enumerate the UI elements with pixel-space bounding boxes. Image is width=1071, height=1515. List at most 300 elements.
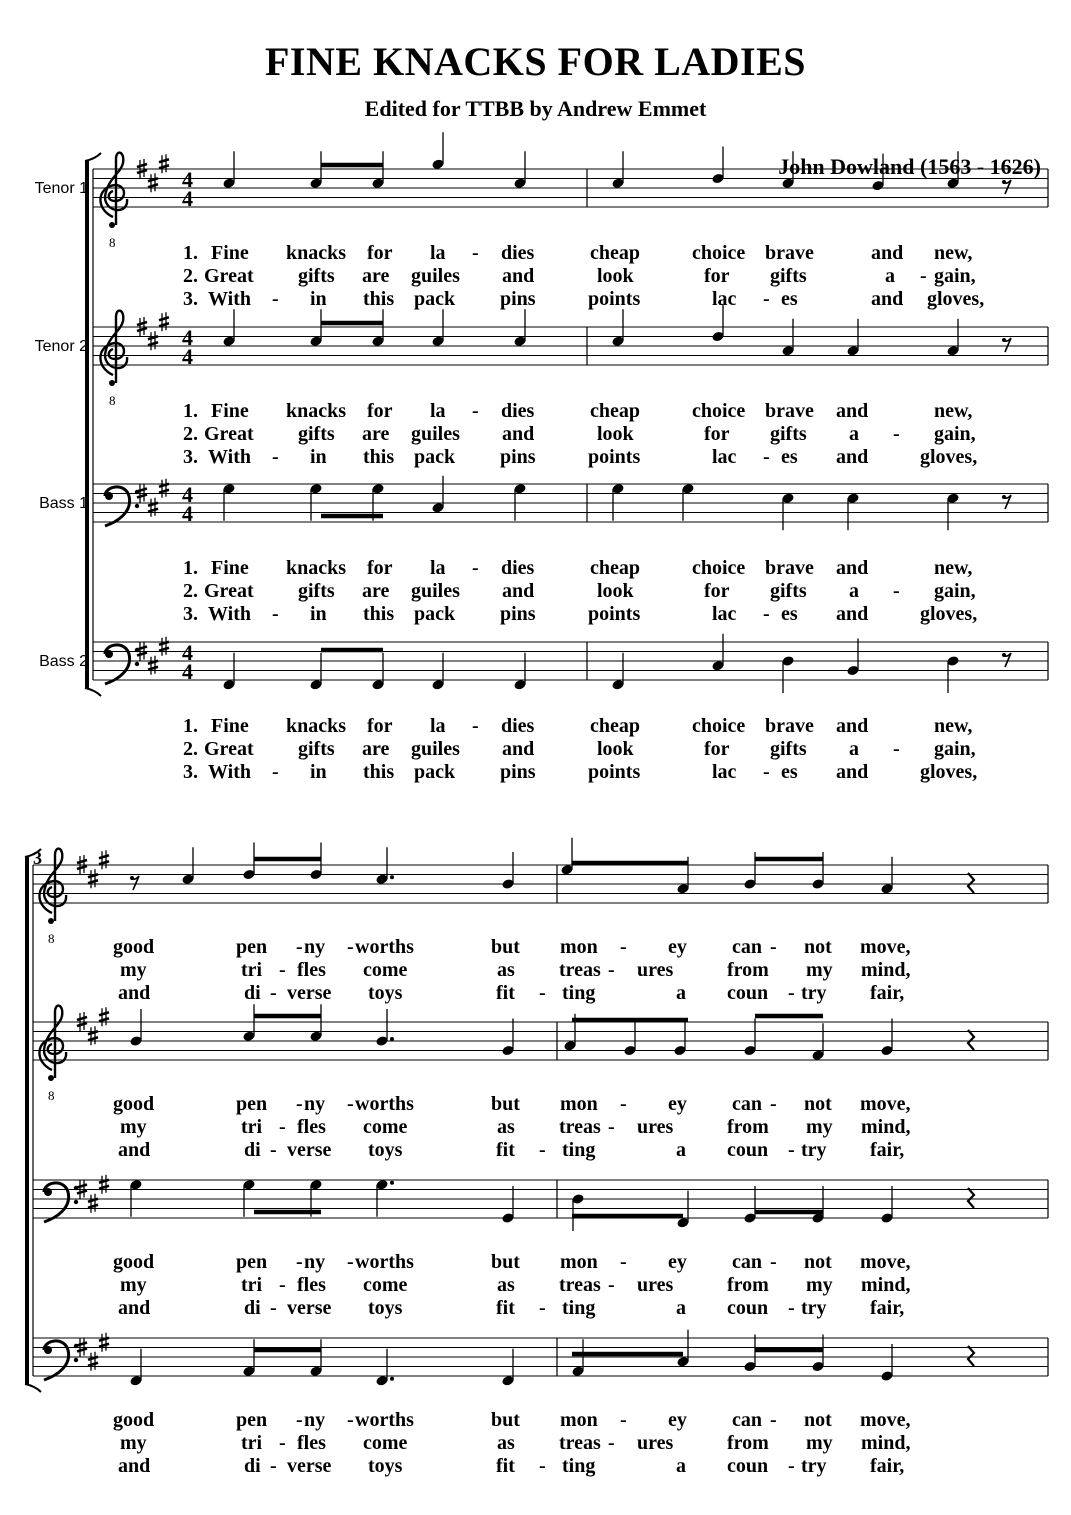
lyric-syllable: pen: [236, 1093, 268, 1115]
lyric-syllable: treas: [559, 1274, 601, 1296]
sharp-icon-bar: [88, 1363, 98, 1366]
lyric-syllable: es: [781, 446, 798, 468]
lyric-syllable: choice: [692, 715, 746, 737]
lyric-syllable: es: [781, 603, 798, 625]
lyric-syllable: tri: [241, 1274, 263, 1296]
lyric-syllable: knacks: [286, 715, 347, 737]
lyric-syllable: es: [781, 288, 798, 310]
lyric-syllable: gifts: [298, 265, 335, 287]
lyric-syllable: 1.: [183, 400, 198, 422]
sharp-icon-bar: [148, 184, 158, 187]
lyric-syllable: fit: [496, 1455, 515, 1477]
lyric-syllable: -: [788, 982, 795, 1004]
lyric-syllable: lac: [712, 761, 737, 783]
lyric-syllable: and: [836, 446, 869, 468]
lyric-syllable: 3.: [183, 446, 198, 468]
lyric-syllable: worths: [355, 936, 414, 958]
lyric-syllable: -: [620, 1251, 627, 1273]
lyric-syllable: -: [279, 1274, 286, 1296]
sharp-icon-bar: [99, 1344, 109, 1347]
lyric-syllable: new,: [934, 400, 973, 422]
lyric-syllable: for: [367, 557, 393, 579]
lyric-syllable: fles: [297, 1116, 326, 1138]
lyric-syllable: mind,: [861, 1274, 911, 1296]
lyric-syllable: la: [430, 557, 446, 579]
sharp-icon-bar: [148, 342, 158, 345]
lyric-syllable: di: [244, 1455, 261, 1477]
lyric-syllable: come: [363, 1116, 408, 1138]
lyric-syllable: -: [347, 936, 354, 958]
lyric-syllable: this: [363, 288, 395, 310]
lyric-syllable: gifts: [770, 738, 807, 760]
lyric-syllable: good: [113, 1251, 155, 1273]
lyric-syllable: mind,: [861, 1116, 911, 1138]
quarter-rest-icon: [968, 1188, 974, 1208]
lyric-syllable: -: [770, 1251, 777, 1273]
lyric-syllable: but: [491, 1409, 520, 1431]
lyric-syllable: di: [244, 1139, 261, 1161]
lyric-syllable: dies: [501, 400, 535, 422]
lyric-syllable: from: [727, 1116, 769, 1138]
sharp-icon-bar: [159, 159, 169, 162]
lyric-syllable: in: [310, 603, 327, 625]
sharp-icon-bar: [99, 861, 109, 864]
lyric-syllable: gloves,: [927, 288, 985, 310]
lyric-syllable: a: [676, 1455, 686, 1477]
sharp-icon-bar: [77, 1017, 87, 1020]
lyric-syllable: toys: [368, 1297, 403, 1319]
bass-clef-dot-lower: [74, 1358, 78, 1362]
bass-clef-dot: [44, 1346, 52, 1354]
sharp-icon-bar: [159, 323, 169, 326]
lyric-syllable: ting: [562, 982, 596, 1004]
lyric-syllable: -: [608, 959, 615, 981]
lyric-syllable: cheap: [590, 715, 640, 737]
sharp-icon-bar: [148, 667, 158, 670]
lyric-syllable: es: [781, 761, 798, 783]
lyric-syllable: and: [836, 761, 869, 783]
bass-clef-dot: [105, 492, 113, 500]
lyric-syllable: -: [347, 1409, 354, 1431]
lyric-syllable: -: [770, 936, 777, 958]
lyric-syllable: brave: [765, 400, 814, 422]
eighth-rest-dot: [1002, 338, 1006, 342]
lyric-syllable: pins: [500, 761, 536, 783]
lyric-syllable: -: [272, 603, 279, 625]
lyric-syllable: fles: [297, 1432, 326, 1454]
lyric-syllable: can: [732, 1093, 762, 1115]
bracket-hook: [85, 153, 101, 161]
sharp-icon-bar: [137, 322, 147, 325]
part-label: Tenor 1: [34, 180, 88, 197]
lyric-syllable: ting: [562, 1139, 596, 1161]
lyric-syllable: -: [788, 1455, 795, 1477]
lyric-syllable: look: [597, 265, 634, 287]
lyric-syllable: fair,: [870, 1139, 905, 1161]
lyric-syllable: pen: [236, 936, 268, 958]
lyric-syllable: my: [806, 1274, 833, 1296]
octave-eight: 8: [48, 931, 55, 946]
lyric-syllable: worths: [355, 1409, 414, 1431]
lyric-syllable: Fine: [211, 242, 249, 264]
sharp-icon-bar: [137, 164, 147, 167]
lyric-syllable: mon: [560, 1409, 598, 1431]
lyric-syllable: ny: [304, 1409, 326, 1431]
lyric-syllable: -: [272, 288, 279, 310]
lyric-syllable: fles: [297, 959, 326, 981]
lyric-syllable: -: [608, 1432, 615, 1454]
lyrics: [113, 242, 984, 1477]
lyric-syllable: knacks: [286, 557, 347, 579]
lyric-syllable: -: [279, 1116, 286, 1138]
eighth-rest-dot: [1002, 180, 1006, 184]
lyric-syllable: coun: [727, 982, 769, 1004]
lyric-syllable: Great: [204, 265, 254, 287]
composer-credit: John Dowland (1563 - 1626): [778, 154, 1041, 179]
sharp-icon-bar: [137, 328, 147, 331]
lyric-syllable: not: [804, 1093, 832, 1115]
sharp-icon-bar: [137, 495, 147, 498]
lyric-syllable: 2.: [183, 738, 198, 760]
lyric-syllable: good: [113, 1409, 155, 1431]
sharp-icon-bar: [77, 1343, 87, 1346]
lyric-syllable: verse: [287, 982, 332, 1004]
staves: [25, 153, 1048, 1392]
lyric-syllable: in: [310, 761, 327, 783]
lyric-syllable: With: [208, 446, 251, 468]
lyric-syllable: dies: [501, 242, 535, 264]
lyric-syllable: good: [113, 936, 155, 958]
eighth-rest-dot: [1002, 653, 1006, 657]
sharp-icon-bar: [137, 170, 147, 173]
part-label: Bass 1: [39, 495, 88, 512]
lyric-syllable: Fine: [211, 557, 249, 579]
lyric-syllable: -: [272, 761, 279, 783]
lyric-syllable: brave: [765, 557, 814, 579]
lyric-syllable: can: [732, 936, 762, 958]
lyric-syllable: -: [296, 1251, 303, 1273]
lyric-syllable: my: [120, 959, 147, 981]
time-signature: 4: [182, 186, 193, 211]
lyric-syllable: worths: [355, 1251, 414, 1273]
sharp-icon-bar: [137, 653, 147, 656]
lyric-syllable: pen: [236, 1409, 268, 1431]
lyric-syllable: -: [270, 1139, 277, 1161]
lyric-syllable: treas: [559, 959, 601, 981]
lyric-syllable: come: [363, 1432, 408, 1454]
lyric-syllable: lac: [712, 603, 737, 625]
lyric-syllable: -: [893, 423, 900, 445]
lyric-syllable: and: [836, 715, 869, 737]
lyric-syllable: ny: [304, 936, 326, 958]
sharp-icon-bar: [159, 490, 169, 493]
lyric-syllable: try: [801, 1139, 827, 1161]
lyric-syllable: not: [804, 1409, 832, 1431]
bass-clef-dot: [44, 1188, 52, 1196]
lyric-syllable: new,: [934, 715, 973, 737]
lyric-syllable: 3.: [183, 288, 198, 310]
augmentation-dot: [390, 1037, 394, 1041]
lyric-syllable: -: [272, 446, 279, 468]
lyric-syllable: and: [836, 400, 869, 422]
lyric-syllable: are: [362, 265, 390, 287]
quarter-rest-icon: [968, 1346, 974, 1366]
eighth-rest-dot: [1002, 495, 1006, 499]
augmentation-dot: [390, 1181, 394, 1185]
lyric-syllable: and: [502, 265, 535, 287]
treble-clef-icon: [39, 1006, 66, 1078]
lyric-syllable: move,: [860, 1093, 911, 1115]
lyric-syllable: -: [472, 242, 479, 264]
lyric-syllable: -: [296, 1093, 303, 1115]
bass-clef-dot-lower: [135, 662, 139, 666]
lyric-syllable: verse: [287, 1139, 332, 1161]
clef-tail-dot: [109, 380, 115, 386]
time-signature: 4: [182, 482, 193, 507]
lyric-syllable: -: [279, 959, 286, 981]
lyric-syllable: -: [270, 1455, 277, 1477]
lyric-syllable: With: [208, 288, 251, 310]
lyric-syllable: look: [597, 423, 634, 445]
lyric-syllable: my: [806, 959, 833, 981]
lyric-syllable: pack: [414, 761, 456, 783]
lyric-syllable: ny: [304, 1093, 326, 1115]
lyric-syllable: look: [597, 580, 634, 602]
lyric-syllable: new,: [934, 557, 973, 579]
lyric-syllable: but: [491, 936, 520, 958]
lyric-syllable: -: [472, 557, 479, 579]
bracket-hook: [25, 1384, 41, 1392]
lyric-syllable: pen: [236, 1251, 268, 1273]
lyric-syllable: Great: [204, 423, 254, 445]
time-signature: 4: [182, 167, 193, 192]
lyric-syllable: my: [120, 1116, 147, 1138]
lyric-syllable: a: [885, 265, 895, 287]
lyric-syllable: as: [497, 1432, 515, 1454]
lyric-syllable: ny: [304, 1251, 326, 1273]
lyric-syllable: la: [430, 715, 446, 737]
lyric-syllable: fit: [496, 982, 515, 1004]
lyric-syllable: for: [704, 423, 730, 445]
clef-tail-dot: [109, 222, 115, 228]
notes: [129, 132, 1011, 1386]
page-subtitle: Edited for TTBB by Andrew Emmet: [364, 96, 707, 121]
lyric-syllable: ures: [637, 959, 674, 981]
lyric-syllable: a: [849, 580, 859, 602]
lyric-syllable: dies: [501, 715, 535, 737]
lyric-syllable: not: [804, 936, 832, 958]
sharp-icon-bar: [99, 1186, 109, 1189]
lyric-syllable: -: [539, 982, 546, 1004]
lyric-syllable: choice: [692, 400, 746, 422]
lyric-syllable: ting: [562, 1455, 596, 1477]
lyric-syllable: 2.: [183, 423, 198, 445]
lyric-syllable: -: [472, 400, 479, 422]
lyric-syllable: gain,: [934, 423, 976, 445]
lyric-syllable: good: [113, 1093, 155, 1115]
lyric-syllable: treas: [559, 1116, 601, 1138]
lyric-syllable: 3.: [183, 761, 198, 783]
lyric-syllable: gloves,: [920, 603, 978, 625]
lyric-syllable: from: [727, 1274, 769, 1296]
lyric-syllable: a: [676, 1139, 686, 1161]
lyric-syllable: verse: [287, 1297, 332, 1319]
lyric-syllable: -: [893, 738, 900, 760]
lyric-syllable: for: [704, 265, 730, 287]
lyric-syllable: gifts: [298, 423, 335, 445]
lyric-syllable: la: [430, 400, 446, 422]
lyric-syllable: cheap: [590, 400, 640, 422]
sharp-icon-bar: [159, 317, 169, 320]
lyric-syllable: guiles: [411, 580, 460, 602]
lyric-syllable: try: [801, 1455, 827, 1477]
sharp-icon-bar: [159, 648, 169, 651]
lyric-syllable: pack: [414, 446, 456, 468]
lyric-syllable: la: [430, 242, 446, 264]
lyric-syllable: ting: [562, 1297, 596, 1319]
lyric-syllable: -: [620, 1093, 627, 1115]
lyric-syllable: -: [920, 265, 927, 287]
lyric-syllable: points: [588, 288, 641, 310]
lyric-syllable: this: [363, 761, 395, 783]
lyric-syllable: guiles: [411, 738, 460, 760]
lyric-syllable: -: [608, 1116, 615, 1138]
octave-eight: 8: [109, 393, 116, 408]
sharp-icon-bar: [88, 880, 98, 883]
lyric-syllable: and: [836, 603, 869, 625]
lyric-syllable: a: [849, 738, 859, 760]
lyric-syllable: Great: [204, 580, 254, 602]
lyric-syllable: a: [676, 1297, 686, 1319]
octave-eight: 8: [48, 1088, 55, 1103]
lyric-syllable: and: [502, 580, 535, 602]
sharp-icon-bar: [137, 647, 147, 650]
lyric-syllable: try: [801, 982, 827, 1004]
lyric-syllable: coun: [727, 1455, 769, 1477]
lyric-syllable: 2.: [183, 265, 198, 287]
bass-clef-dot-lower: [135, 504, 139, 508]
lyric-syllable: tri: [241, 1116, 263, 1138]
lyric-syllable: for: [704, 738, 730, 760]
lyric-syllable: di: [244, 1297, 261, 1319]
lyric-syllable: can: [732, 1251, 762, 1273]
sharp-icon-bar: [88, 1037, 98, 1040]
lyric-syllable: as: [497, 1116, 515, 1138]
sharp-icon-bar: [77, 1191, 87, 1194]
lyric-syllable: for: [704, 580, 730, 602]
lyric-syllable: brave: [765, 242, 814, 264]
lyric-syllable: 2.: [183, 580, 198, 602]
lyric-syllable: toys: [368, 982, 403, 1004]
lyric-syllable: With: [208, 603, 251, 625]
bass-clef-dot: [105, 650, 113, 658]
octave-eight: 8: [109, 235, 116, 250]
lyric-syllable: and: [502, 738, 535, 760]
lyric-syllable: mon: [560, 936, 598, 958]
lyric-syllable: gloves,: [920, 761, 978, 783]
lyric-syllable: fair,: [870, 1297, 905, 1319]
lyric-syllable: my: [806, 1116, 833, 1138]
lyric-syllable: this: [363, 603, 395, 625]
sharp-icon-bar: [99, 1018, 109, 1021]
lyric-syllable: 3.: [183, 603, 198, 625]
lyric-syllable: come: [363, 959, 408, 981]
lyric-syllable: cheap: [590, 557, 640, 579]
lyric-syllable: gifts: [770, 423, 807, 445]
lyric-syllable: choice: [692, 242, 746, 264]
time-signature: 4: [182, 640, 193, 665]
lyric-syllable: pack: [414, 603, 456, 625]
clef-tail-dot: [48, 918, 54, 924]
lyric-syllable: toys: [368, 1139, 403, 1161]
augmentation-dot: [390, 1377, 394, 1381]
lyric-syllable: tri: [241, 959, 263, 981]
lyric-syllable: brave: [765, 715, 814, 737]
lyric-syllable: gifts: [298, 580, 335, 602]
lyric-syllable: -: [770, 1409, 777, 1431]
lyric-syllable: verse: [287, 1455, 332, 1477]
lyric-syllable: ures: [637, 1274, 674, 1296]
lyric-syllable: Fine: [211, 400, 249, 422]
quarter-rest-icon: [968, 1030, 974, 1050]
lyric-syllable: di: [244, 982, 261, 1004]
lyric-syllable: from: [727, 1432, 769, 1454]
lyric-syllable: lac: [712, 288, 737, 310]
lyric-syllable: ey: [668, 1409, 687, 1431]
lyric-syllable: mon: [560, 1251, 598, 1273]
lyric-syllable: mon: [560, 1093, 598, 1115]
lyric-syllable: my: [120, 1432, 147, 1454]
lyric-syllable: -: [539, 1455, 546, 1477]
lyric-syllable: -: [620, 1409, 627, 1431]
lyric-syllable: pins: [500, 603, 536, 625]
lyric-syllable: tri: [241, 1432, 263, 1454]
time-signature: 4: [182, 344, 193, 369]
lyric-syllable: fit: [496, 1139, 515, 1161]
lyric-syllable: -: [347, 1251, 354, 1273]
lyric-syllable: but: [491, 1251, 520, 1273]
lyric-syllable: 1.: [183, 242, 198, 264]
lyric-syllable: for: [367, 242, 393, 264]
lyric-syllable: -: [539, 1139, 546, 1161]
sharp-icon-bar: [137, 489, 147, 492]
page-title: FINE KNACKS FOR LADIES: [264, 39, 807, 84]
lyric-syllable: can: [732, 1409, 762, 1431]
lyric-syllable: and: [502, 423, 535, 445]
lyric-syllable: points: [588, 446, 641, 468]
lyric-syllable: treas: [559, 1432, 601, 1454]
lyric-syllable: coun: [727, 1297, 769, 1319]
lyric-syllable: -: [893, 580, 900, 602]
lyric-syllable: -: [270, 1297, 277, 1319]
lyric-syllable: choice: [692, 557, 746, 579]
lyric-syllable: in: [310, 288, 327, 310]
lyric-syllable: ures: [637, 1116, 674, 1138]
lyric-syllable: and: [118, 1139, 151, 1161]
lyric-syllable: -: [608, 1274, 615, 1296]
lyric-syllable: -: [763, 446, 770, 468]
lyric-syllable: -: [763, 761, 770, 783]
lyric-syllable: as: [497, 959, 515, 981]
lyric-syllable: knacks: [286, 400, 347, 422]
sharp-icon-bar: [77, 1185, 87, 1188]
lyric-syllable: try: [801, 1297, 827, 1319]
lyric-syllable: -: [770, 1093, 777, 1115]
lyric-syllable: -: [620, 936, 627, 958]
lyric-syllable: are: [362, 580, 390, 602]
lyric-syllable: gloves,: [920, 446, 978, 468]
lyric-syllable: move,: [860, 1251, 911, 1273]
